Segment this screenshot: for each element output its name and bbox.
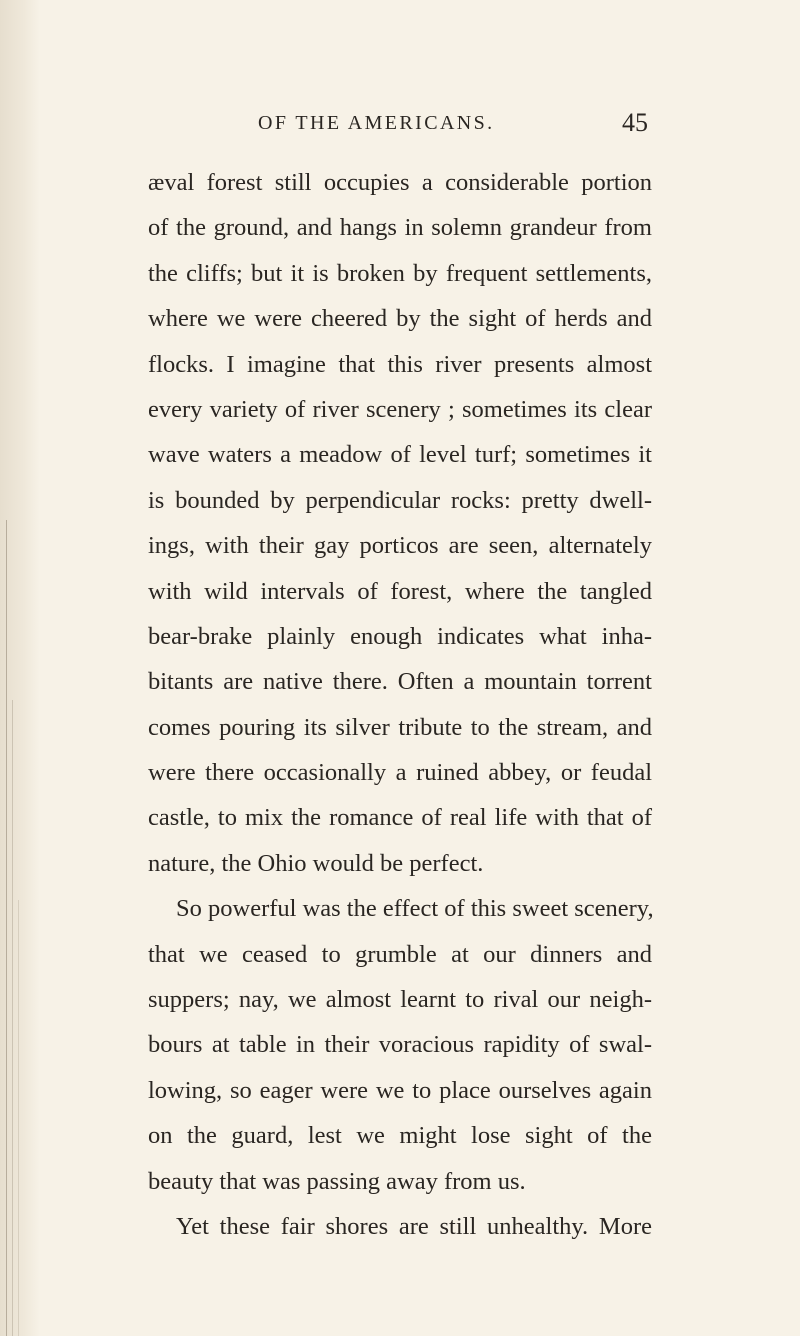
gutter-shadow-line [12, 700, 13, 1336]
text-line: of the ground, and hangs in solemn grandeur from [148, 214, 652, 242]
text-line: is bounded by perpendicular rocks: pretty dwell- [148, 486, 652, 514]
page-gutter [0, 0, 40, 1336]
gutter-shadow-line [18, 900, 19, 1336]
text-line: bitants are native there. Often a mountain torrent [148, 668, 652, 696]
text-line: nature, the Ohio would be perfect. [148, 849, 484, 877]
text-line: Yet these fair shores are still unhealthy. More [176, 1212, 652, 1240]
text-line: beauty that was passing away from us. [148, 1167, 526, 1195]
text-line: bours at table in their voracious rapidity of swal- [148, 1031, 652, 1059]
text-line: ings, with their gay porticos are seen, alternately [148, 532, 652, 560]
text-line: the cliffs; but it is broken by frequent settlements, [148, 259, 652, 287]
text-line: lowing, so eager were we to place ourselves again [148, 1076, 652, 1104]
text-line: every variety of river scenery ; sometimes its clear [148, 395, 652, 423]
text-line: that we ceased to grumble at our dinners and [148, 940, 652, 968]
page-number: 45 [622, 108, 648, 137]
body-text [148, 160, 652, 1249]
text-line: with wild intervals of forest, where the tangled [148, 577, 652, 605]
text-line: comes pouring its silver tribute to the stream, and [148, 713, 652, 741]
text-line: castle, to mix the romance of real life with that of [148, 804, 652, 832]
gutter-shadow-line [6, 520, 7, 1336]
text-line: were there occasionally a ruined abbey, or feudal [148, 759, 652, 787]
running-title: OF THE AMERICANS. [258, 112, 495, 134]
text-line: wave waters a meadow of level turf; sometimes it [148, 441, 652, 469]
text-line: on the guard, lest we might lose sight of the [148, 1122, 652, 1150]
text-line: where we were cheered by the sight of herds and [148, 305, 652, 333]
text-line: flocks. I imagine that this river presents almost [148, 350, 652, 378]
text-line: So powerful was the effect of this sweet scenery, [176, 895, 654, 923]
text-line: æval forest still occupies a considerable portion [148, 169, 652, 196]
text-line: suppers; nay, we almost learnt to rival our neigh- [148, 986, 652, 1014]
text-line: bear-brake plainly enough indicates what inha- [148, 622, 652, 650]
